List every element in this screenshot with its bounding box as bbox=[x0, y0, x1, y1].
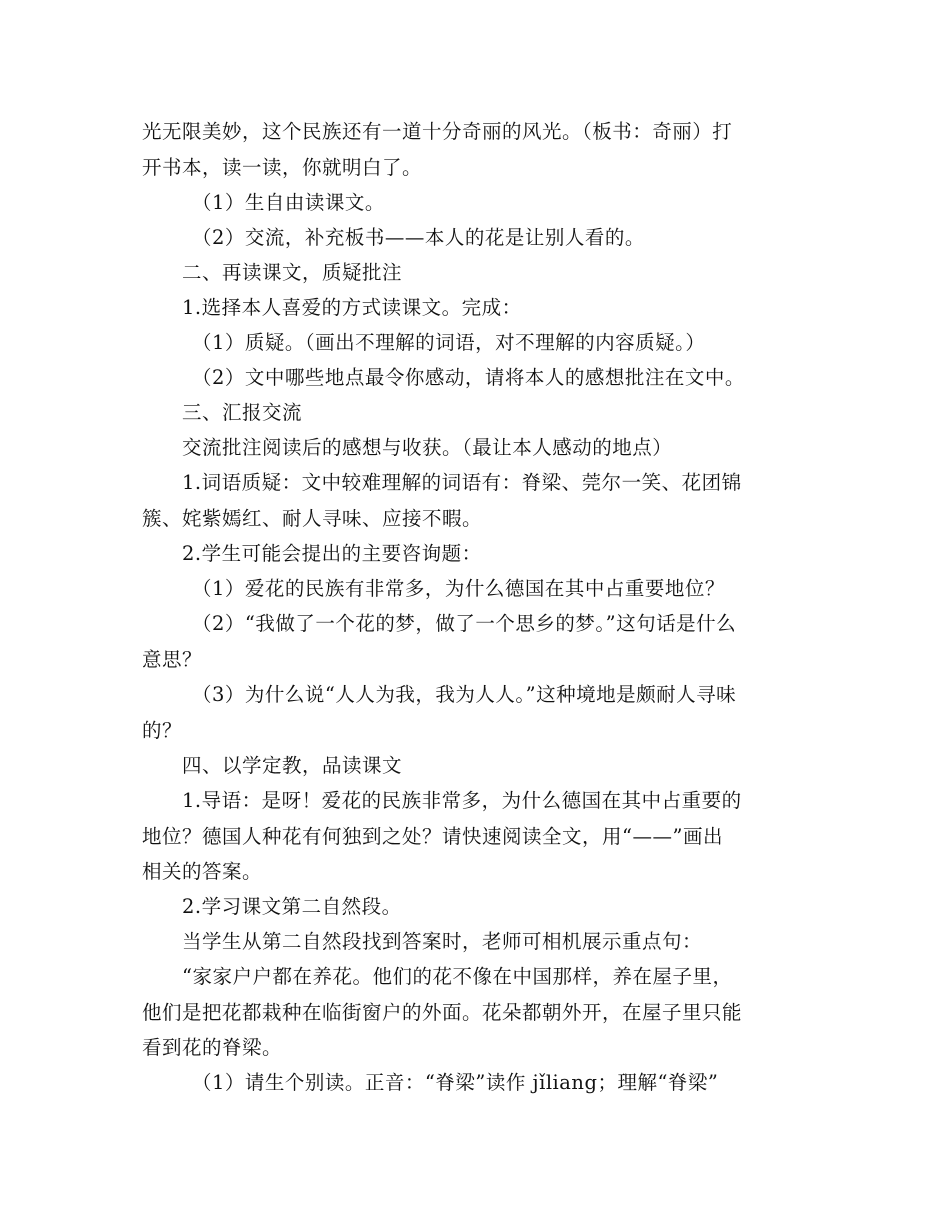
text-line: 当学生从第二自然段找到答案时，老师可相机展示重点句： bbox=[182, 930, 703, 953]
text-line: 地位？德国人种花有何独到之处？请快速阅读全文，用“——”画出 bbox=[142, 825, 723, 848]
text-line: （2）交流，补充板书——本人的花是让别人看的。 bbox=[192, 226, 645, 249]
text-line: 1.导语：是呀！爱花的民族非常多，为什么德国在其中占重要的 bbox=[182, 789, 742, 812]
section-heading: 三、汇报交流 bbox=[182, 401, 303, 424]
text-line: （1）爱花的民族有非常多，为什么德国在其中占重要地位？ bbox=[192, 577, 725, 600]
text-line: 1.词语质疑：文中较难理解的词语有：脊梁、莞尔一笑、花团锦 bbox=[182, 471, 742, 494]
text-line: 簇、姹紫嫣红、耐人寻味、应接不暇。 bbox=[142, 507, 483, 530]
text-line: （2）“我做了一个花的梦，做了一个思乡的梦。”这句话是什么 bbox=[192, 612, 737, 635]
text-line: 意思？ bbox=[142, 648, 203, 671]
text-line: （1）质疑。（画出不理解的词语，对不理解的内容质疑。） bbox=[192, 331, 706, 354]
quote-line: 他们是把花都栽种在临街窗户的外面。花朵都朝外开，在屋子里只能 bbox=[142, 1001, 743, 1024]
quote-line: 看到花的脊梁。 bbox=[142, 1036, 283, 1059]
text-line: 光无限美妙，这个民族还有一道十分奇丽的风光。（板书：奇丽）打 bbox=[142, 120, 733, 143]
text-line: 相关的答案。 bbox=[142, 860, 263, 883]
section-heading: 二、再读课文，质疑批注 bbox=[182, 261, 403, 284]
quote-line: “家家户户都在养花。他们的花不像在中国那样，养在屋子里， bbox=[182, 965, 733, 988]
section-heading: 四、以学定教，品读课文 bbox=[182, 754, 403, 777]
text-line: （1）生自由读课文。 bbox=[192, 191, 385, 214]
text-line: 的？ bbox=[142, 719, 183, 742]
text-line: （2）文中哪些地点最令你感动，请将本人的感想批注在文中。 bbox=[192, 366, 745, 389]
text-line: 开书本，读一读，你就明白了。 bbox=[142, 156, 423, 179]
text-line: 交流批注阅读后的感想与收获。（最让本人感动的地点） bbox=[182, 436, 673, 459]
text-line: 2.学生可能会提出的主要咨询题： bbox=[182, 542, 482, 565]
text-line: 1.选择本人喜爱的方式读课文。完成： bbox=[182, 296, 522, 319]
text-line: （3）为什么说“人人为我，我为人人。”这种境地是颇耐人寻味 bbox=[192, 683, 737, 706]
text-line: （1）请生个别读。正音：“脊梁”读作 jǐliang；理解“脊梁” bbox=[192, 1071, 719, 1094]
text-line: 2.学习课文第二自然段。 bbox=[182, 895, 402, 918]
